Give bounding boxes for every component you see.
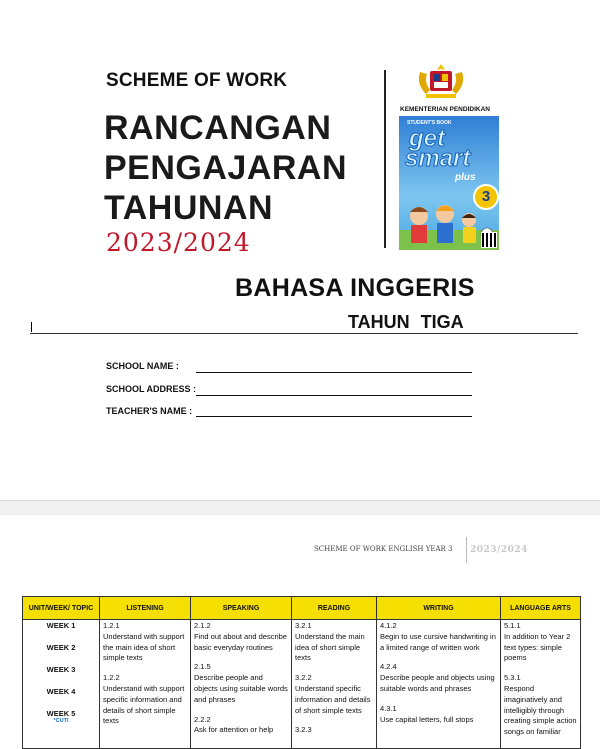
header-writing: WRITING	[377, 597, 501, 620]
week-4: WEEK 4	[46, 687, 76, 696]
title-line-3: TAHUNAN	[104, 189, 274, 227]
header-speaking: SPEAKING	[191, 597, 292, 620]
holiday-note: *CUTI	[53, 718, 69, 724]
language-arts-cell	[501, 620, 581, 749]
reading-skill-2: 3.2.2 Understand specific information and details of short simple texts	[295, 673, 371, 715]
qr-code-icon	[481, 232, 497, 248]
teacher-name-field[interactable]	[196, 416, 472, 417]
teacher-name-label: TEACHER'S NAME :	[106, 406, 193, 416]
vertical-divider	[384, 70, 386, 248]
reading-skill-3: 3.2.3	[295, 725, 312, 735]
scheme-title: SCHEME OF WORK	[106, 70, 288, 91]
text-cursor	[31, 322, 32, 332]
listening-cell	[100, 620, 191, 749]
page-break	[0, 500, 600, 516]
header-divider	[466, 537, 467, 563]
scheme-table	[22, 596, 581, 749]
ministry-label: KEMENTERIAN PENDIDIKAN	[400, 106, 490, 113]
page-header-year: 2023/2024	[470, 545, 528, 555]
school-address-field[interactable]	[196, 395, 472, 396]
book-title-smart: smart	[405, 145, 471, 172]
subject-title: BAHASA INGGERIS	[235, 274, 475, 302]
listening-skill-1: 1.2.1 Understand with support the main idea of short simple texts	[103, 621, 185, 663]
title-line-1: RANCANGAN	[104, 109, 332, 147]
listening-skill-2: 1.2.2 Understand with support specific information and details of short simple texts	[103, 673, 185, 726]
writing-skill-1: 4.1.2 Begin to use cursive handwriting in a limited range of written work	[380, 621, 496, 652]
writing-skill-3: 4.3.1 Use capital letters, full stops	[380, 703, 474, 724]
language-arts-skill-2: 5.3.1 Respond imaginatively and intelligibly through creating simple action songs on familiar	[504, 673, 577, 737]
school-name-label: SCHOOL NAME :	[106, 361, 179, 371]
page-header-text: SCHEME OF WORK ENGLISH YEAR 3	[314, 545, 453, 553]
horizontal-rule	[30, 333, 578, 334]
malaysia-crest-icon	[414, 62, 468, 102]
speaking-skill-2: 2.1.5 Describe people and objects using suitable words and phrases	[194, 662, 288, 704]
weeks-cell	[23, 620, 100, 749]
book-title-get: get	[409, 125, 445, 152]
language-arts-skill-1: 5.1.1 In addition to Year 2 text types: simple poems	[504, 621, 571, 663]
reading-skill-1: 3.2.1 Understand the main idea of short simple texts	[295, 621, 365, 663]
title-line-2: PENGAJARAN	[104, 149, 348, 187]
book-number-badge: 3	[473, 184, 499, 210]
cover-year: 2023/2024	[106, 228, 251, 257]
header-listening: LISTENING	[100, 597, 191, 620]
reading-cell	[292, 620, 377, 749]
school-name-field[interactable]	[196, 372, 472, 373]
header-reading: READING	[292, 597, 377, 620]
week-2: WEEK 2	[46, 643, 76, 652]
table-header-row	[23, 597, 581, 620]
header-unit-week-topic: UNIT/WEEK/ TOPIC	[23, 597, 100, 620]
speaking-cell	[191, 620, 292, 749]
speaking-skill-3: 2.2.2 Ask for attention or help	[194, 714, 274, 735]
grade-label: TAHUN TIGA	[348, 312, 464, 332]
table-row	[23, 620, 581, 749]
speaking-skill-1: 2.1.2 Find out about and describe basic everyday routines	[194, 621, 287, 652]
school-address-label: SCHOOL ADDRESS :	[106, 384, 197, 394]
book-title-plus: plus	[455, 172, 476, 183]
textbook-cover	[399, 116, 499, 250]
week-1: WEEK 1	[46, 621, 76, 630]
writing-skill-2: 4.2.4 Describe people and objects using suitable words and phrases	[380, 662, 495, 693]
week-3: WEEK 3	[46, 665, 76, 674]
header-language-arts: LANGUAGE ARTS	[501, 597, 581, 620]
scheme-page	[0, 515, 600, 749]
writing-cell	[377, 620, 501, 749]
week-5: WEEK 5	[46, 709, 76, 718]
book-label: STUDENT'S BOOK	[407, 120, 452, 126]
